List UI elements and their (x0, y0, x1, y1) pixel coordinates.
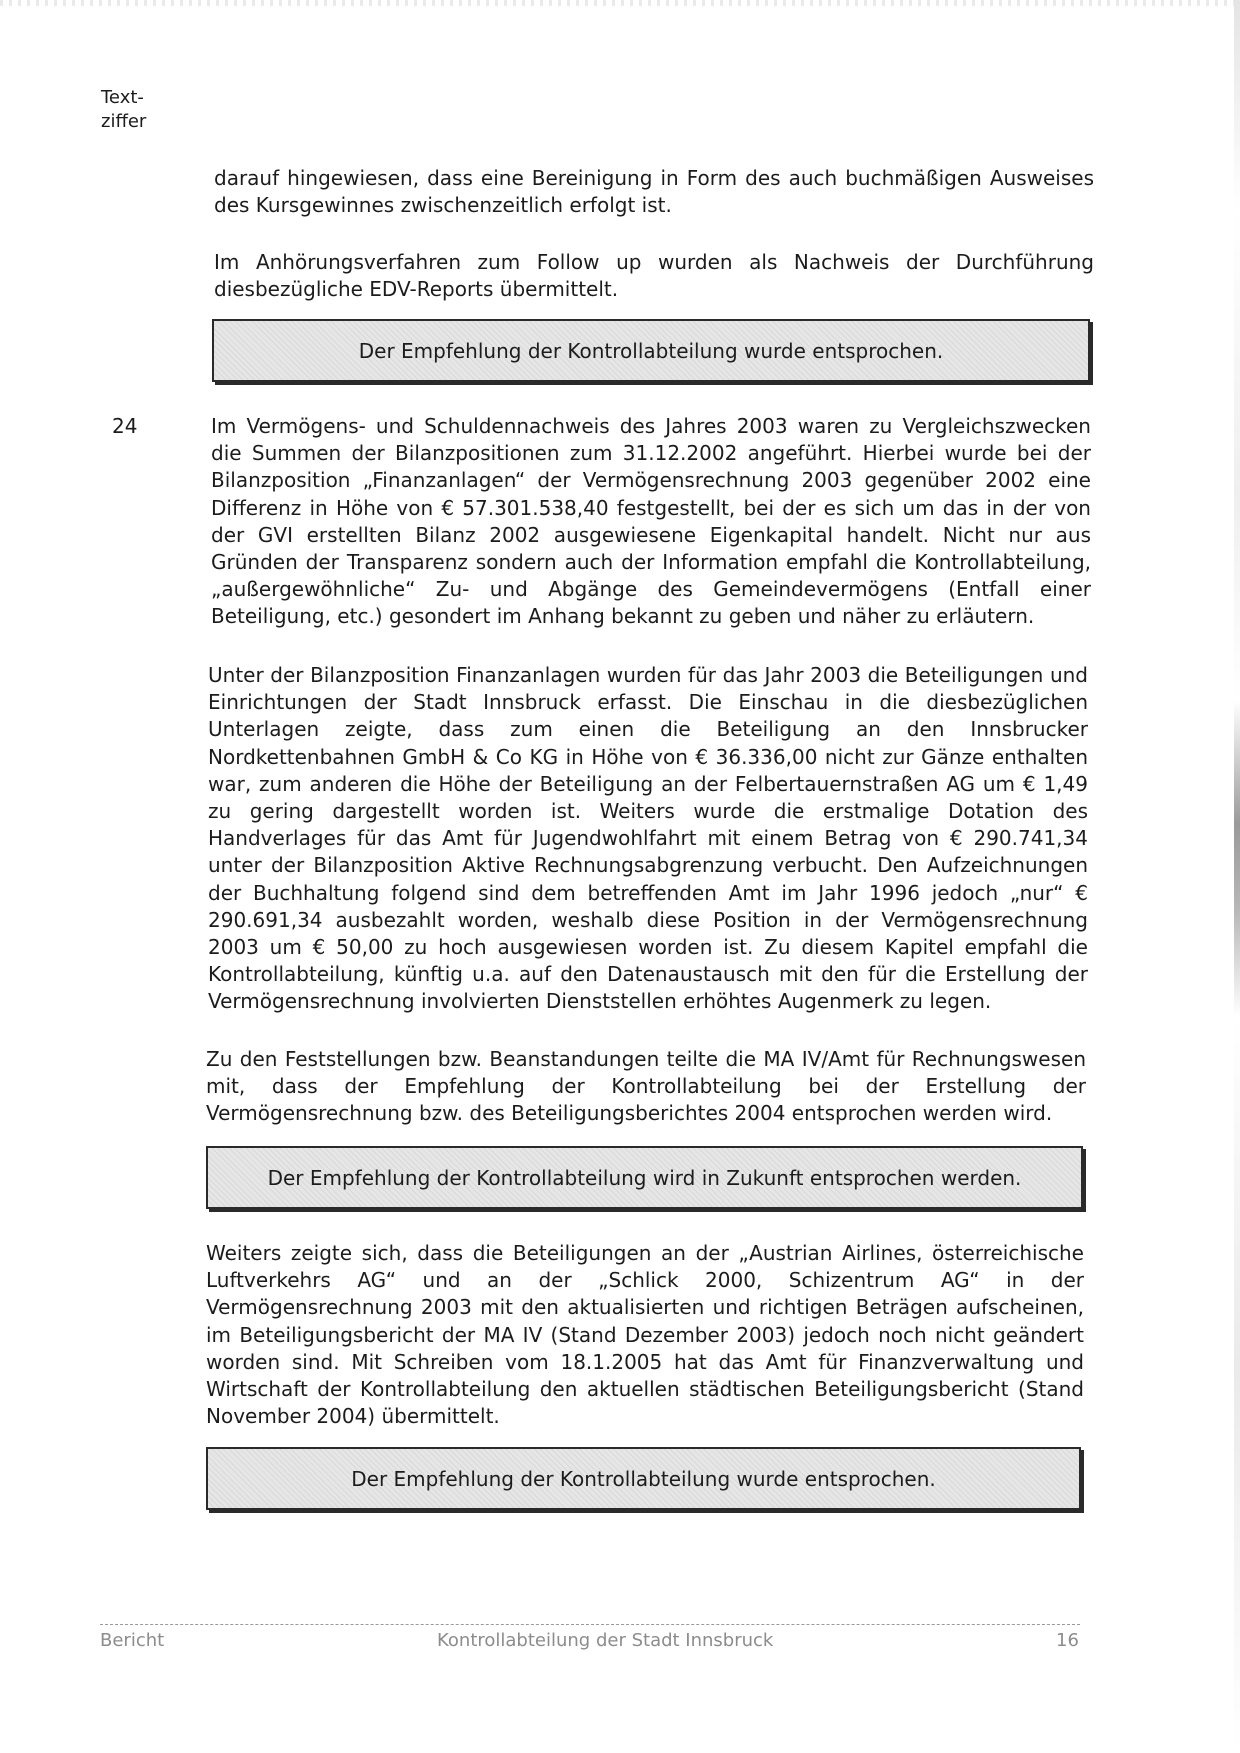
tz24-paragraph-2: Unter der Bilanzposition Finanzanlagen wurden für das Jahr 2003 die Beteiligungen und Einrichtungen der Stadt Innsbruck erfasst. Die Einschau in die diesbezüglichen Unterlagen zeigte, dass zum einen die Beteiligung an den Innsbrucker Nordkettenbahnen GmbH & Co KG in Höhe von € 36.336,00 nicht zur Gänze enthalten war, zum anderen die Höhe der Beteiligung an der Felbertauernstraßen AG um € 1,49 zu gering dargestellt worden ist. Weiters wurde die erstmalige Dotation des Handverlages für das Amt für Jugendwohlfahrt mit einem Betrag von € 290.741,34 unter der Bilanzposition Aktive Rechnungsabgrenzung verbucht. Den Aufzeichnungen der Buchhaltung folgend sind dem betreffenden Amt im Jahr 1996 jedoch „nur“ € 290.691,34 ausbezahlt worden, weshalb diese Position in der Vermögensrechnung 2003 um € 50,00 zu hoch ausgewiesen worden ist. Zu diesem Kapitel empfahl die Kontrollabteilung, künftig u.a. auf den Datenaustausch mit den für die Erstellung der Vermögensrechnung involvierten Dienststellen erhöhtes Augenmerk zu legen. (208, 663, 1088, 1014)
recommendation-box-3 (206, 1447, 1081, 1510)
textziffer-24: 24 (112, 414, 138, 438)
scan-edge-top (0, 0, 1240, 6)
footer-center: Kontrollabteilung der Stadt Innsbruck (437, 1630, 774, 1651)
after-paragraph: Weiters zeigte sich, dass die Beteiligungen an der „Austrian Airlines, österreichische Luftverkehrs AG“ und an der „Schlick 2000, Schizentrum AG“ in der Vermögensrechnung 2003 mit den aktualisierten und richtigen Beträgen aufscheinen, im Beteiligungsbericht der MA IV (Stand Dezember 2003) jedoch noch nicht geändert worden sind. Mit Schreiben vom 18.1.2005 hat das Amt für Finanzverwaltung und Wirtschaft der Kontrollabteilung den aktuellen städtischen Beteiligungsbericht (Stand November 2004) übermittelt. (206, 1241, 1084, 1429)
recommendation-box-2 (206, 1146, 1083, 1209)
intro-paragraph-2: Im Anhörungsverfahren zum Follow up wurden als Nachweis der Durchführung diesbezügliche EDV-Reports übermittelt. (214, 250, 1094, 302)
margin-label-textziffer: Text- ziffer (101, 87, 147, 132)
recommendation-box-1-text: Der Empfehlung der Kontrollabteilung wurde entsprochen. (358, 338, 944, 363)
recommendation-box-3-text: Der Empfehlung der Kontrollabteilung wurde entsprochen. (351, 1466, 936, 1491)
footer-left: Bericht (100, 1630, 165, 1651)
footer-divider (100, 1624, 1080, 1625)
tz24-paragraph-1: Im Vermögens- und Schuldennachweis des Jahres 2003 waren zu Vergleichszwecken die Summen der Bilanzpositionen zum 31.12.2002 angeführt. Hierbei wurde bei der Bilanzposition „Finanzanlagen“ der Vermögensrechnung 2003 gegenüber 2002 eine Differenz in Höhe von € 57.301.538,40 festgestellt, bei der es sich um das in der von der GVI erstellten Bilanz 2002 ausgewiesene Eigenkapital handelt. Nicht nur aus Gründen der Transparenz sondern auch der Information empfahl die Kontrollabteilung, „außergewöhnliche“ Zu- und Abgänge des Gemeindevermögens (Entfall einer Beteiligung, etc.) gesondert im Anhang bekannt zu geben und näher zu erläutern. (211, 414, 1091, 629)
scan-edge-right (1234, 0, 1240, 1753)
recommendation-box-2-text: Der Empfehlung der Kontrollabteilung wird in Zukunft entsprochen werden. (267, 1165, 1022, 1190)
tz24-paragraph-3: Zu den Feststellungen bzw. Beanstandungen teilte die MA IV/Amt für Rechnungswesen mit, dass der Empfehlung der Kontrollabteilung bei der Erstellung der Vermögensrechnung bzw. des Beteiligungsberichtes 2004 entsprochen werden wird. (206, 1047, 1086, 1126)
intro-paragraph-1: darauf hingewiesen, dass eine Bereinigung in Form des auch buchmäßigen Ausweises des Kursgewinnes zwischenzeitlich erfolgt ist. (214, 166, 1094, 218)
footer-page-number: 16 (1056, 1630, 1079, 1651)
recommendation-box-1 (212, 319, 1090, 382)
